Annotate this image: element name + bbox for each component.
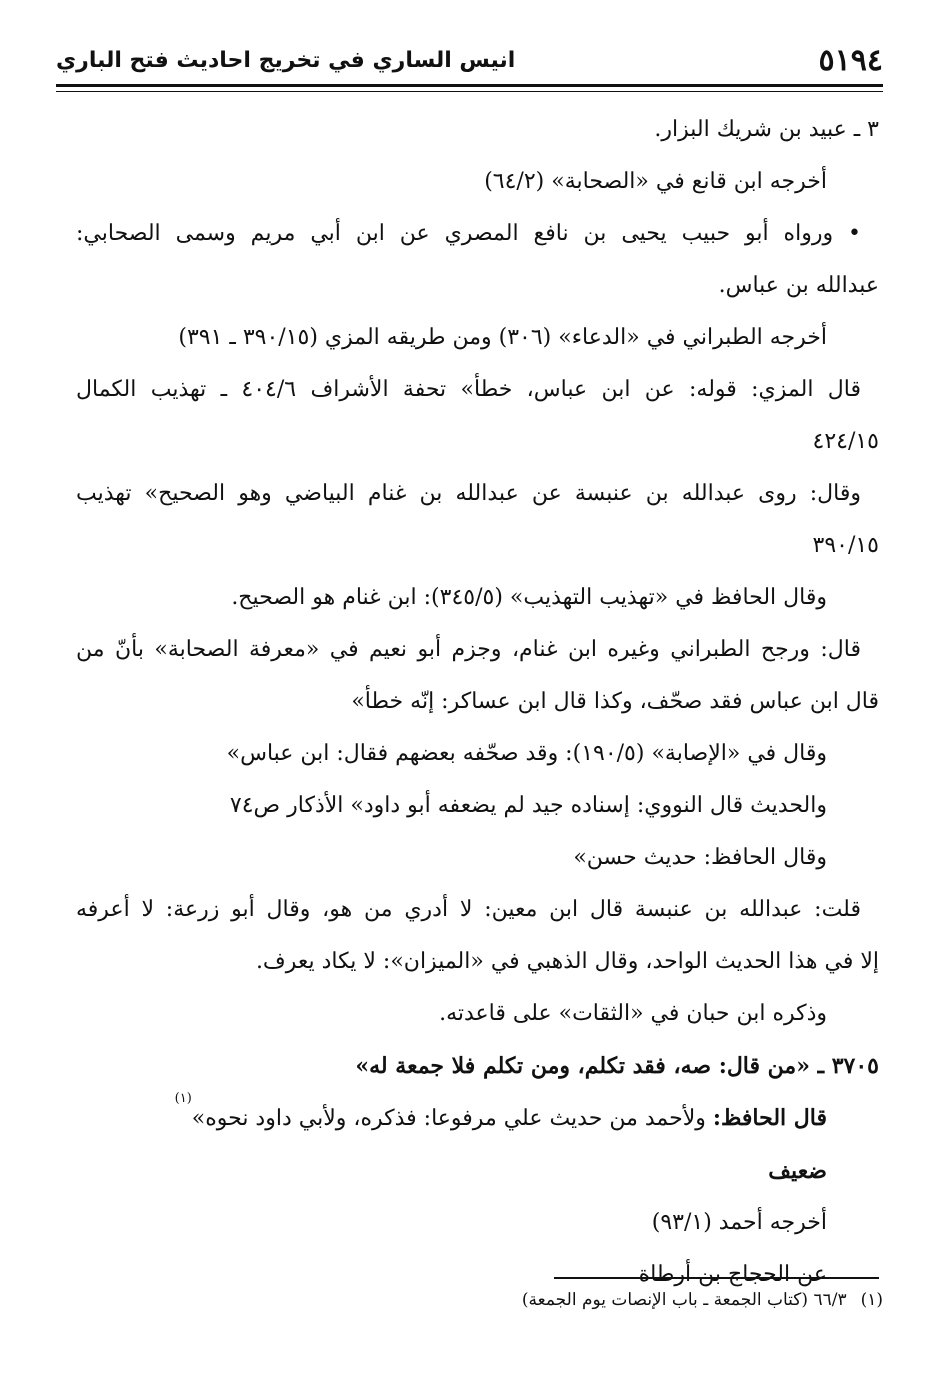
text-line: ٣ ـ عبيد بن شريك البزار. (654, 117, 879, 142)
footnote-number: (١) (860, 1290, 883, 1310)
footnote-marker[interactable]: (١) (174, 1091, 192, 1106)
text-line: وقال الحافظ: حديث حسن» (573, 845, 827, 870)
text-line: وقال الحافظ في «تهذيب التهذيب» (٣٤٥/٥): ابن غنام هو الصحيح. (231, 585, 827, 610)
text-line: قال: ورجح الطبراني وغيره ابن غنام، وجزم أبو نعيم في «معرفة الصحابة» بأنّ من (76, 637, 861, 662)
text-line: • ورواه أبو حبيب يحيى بن نافع المصري عن ابن أبي مريم وسمى الصحابي: (76, 221, 861, 246)
text-line: وقال: روى عبدالله بن عنبسة عن عبدالله بن غنام البياضي وهو الصحيح» تهذيب (76, 481, 861, 506)
text-line: ٤٢٤/١٥ (812, 429, 879, 454)
running-header (56, 38, 883, 82)
footnote (522, 1290, 883, 1310)
text-line: والحديث قال النووي: إسناده جيد لم يضعفه أبو داود» الأذكار ص٧٤ (229, 793, 827, 818)
text-line: عبدالله بن عباس. (718, 273, 879, 298)
text-line: قلت: عبدالله بن عنبسة قال ابن معين: لا أدري من هو، وقال أبو زرعة: لا أعرفه (76, 897, 861, 922)
text-line: إلا في هذا الحديث الواحد، وقال الذهبي في «الميزان»: لا يكاد يعرف. (255, 949, 879, 974)
text-line: وذكره ابن حبان في «الثقات» على قاعدته. (439, 1001, 827, 1026)
footnote-text: ٦٦/٣ (كتاب الجمعة ـ باب الإنصات يوم الجمعة) (521, 1290, 847, 1310)
main-text (76, 104, 879, 1301)
text-line: عن الحجاج بن أرطاة (638, 1262, 827, 1287)
hafiz-line (76, 1092, 879, 1145)
hadith-heading: ٣٧٠٥ ـ «من قال: صه، فقد تكلم، ومن تكلم فلا جمعة له» (355, 1053, 879, 1079)
text-line: أخرجه ابن قانع في «الصحابة» (٦٤/٢) (484, 169, 827, 194)
book-title: انيس الساري في تخريج احاديث فتح الباري (56, 47, 516, 73)
text-line: أخرجه أحمد (٩٣/١) (651, 1210, 827, 1235)
page-number: ٥١٩٤ (818, 42, 883, 78)
header-rule-thick (56, 84, 883, 87)
text-line: أخرجه الطبراني في «الدعاء» (٣٠٦) ومن طريقه المزي (٣٩٠/١٥ ـ ٣٩١) (178, 325, 827, 350)
header-rule-thin (56, 91, 883, 92)
text-line: قال المزي: قوله: عن ابن عباس، خطأ» تحفة الأشراف ٤٠٤/٦ ـ تهذيب الكمال (76, 377, 861, 402)
hadith-grade: ضعيف (768, 1158, 827, 1184)
text-line: ٣٩٠/١٥ (812, 533, 879, 558)
hafiz-label: قال الحافظ: (712, 1105, 827, 1131)
text-line: قال ابن عباس فقد صحّف، وكذا قال ابن عساكر: إنّه خطأ» (351, 689, 879, 714)
hafiz-text: ولأحمد من حديث علي مرفوعا: فذكره، ولأبي داود نحوه» (191, 1106, 713, 1131)
text-line: وقال في «الإصابة» (١٩٠/٥): وقد صحّفه بعضهم فقال: ابن عباس» (226, 741, 827, 766)
footnote-rule (554, 1277, 879, 1279)
